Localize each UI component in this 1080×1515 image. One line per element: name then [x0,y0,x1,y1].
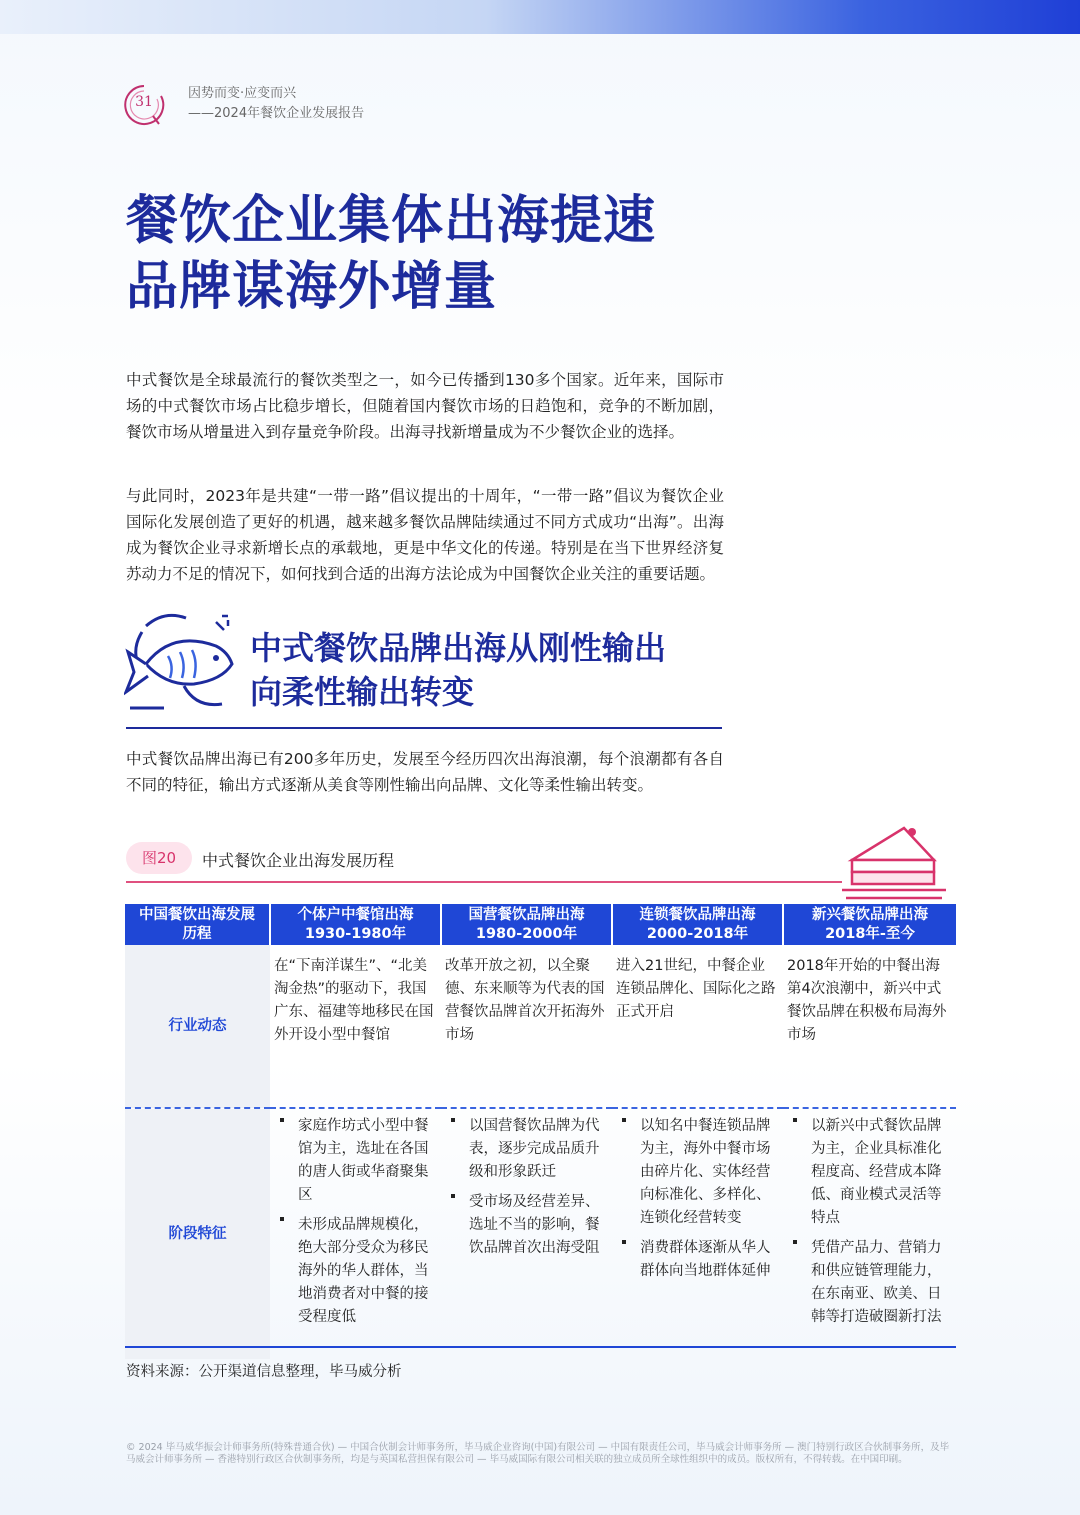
page-number: 31 [135,94,153,110]
header-cell-wave2: 国营餐饮品牌出海 1980-2000年 [441,904,612,945]
report-header-line2: ——2024年餐饮企业发展报告 [188,106,365,121]
copyright-footer: © 2024 毕马威华振会计师事务所(特殊普通合伙) — 中国合伙制会计师事务所，毕马威企业咨询(中国)有限公司 — 中国有限责任公司，毕马威会计师事务所 — 澳门特别行政区合伙制事务所，及毕马威会计师事务所 — 香港特别行政区合伙制事务所，均是与英国私营担保有限公司 — 毕马威国际有限公司相关联的独立成员所全球性组织中的成员。版权所有，不得转载。在中国印刷。 [126,1442,950,1465]
page-title-line2: 品牌谋海外增量 [126,257,498,317]
table-row [125,945,956,1108]
table-cell [612,1109,783,1359]
list-item: 以知名中餐连锁品牌为主，海外中餐市场由碎片化、实体经营向标准化、多样化、连锁化经营转变 [618,1115,775,1230]
section-title-line1: 中式餐饮品牌出海从刚性输出 [250,629,667,667]
list-item: 家庭作坊式小型中餐馆为主，选址在各国的唐人街或华裔聚集区 [276,1115,433,1207]
section-paragraph: 中式餐饮品牌出海已有200多年历史，发展至今经历四次出海浪潮，每个浪潮都有各自不同的特征，输出方式逐渐从美食等刚性输出向品牌、文化等柔性输出转变。 [126,750,724,794]
figure-source: 资料来源：公开渠道信息整理，毕马威分析 [126,1364,402,1380]
row-label-stage-features: 阶段特征 [125,1109,270,1359]
row-label-industry-dynamics: 行业动态 [125,945,270,1108]
header-cell-wave3: 连锁餐饮品牌出海 2000-2018年 [612,904,783,945]
section-title-line2: 向柔性输出转变 [250,673,475,711]
page-title-line1: 餐饮企业集体出海提速 [126,191,657,251]
table-header-row [125,904,956,945]
header-cell-wave1: 个体户中餐馆出海 1930-1980年 [270,904,441,945]
table-cell [270,1109,441,1359]
top-gradient-bar [0,0,1080,34]
list-item: 以新兴中式餐饮品牌为主，企业具标准化程度高、经营成本降低、商业模式灵活等特点 [789,1115,948,1230]
list-item: 凭借产品力、营销力和供应链管理能力，在东南亚、欧美、日韩等打造破圈新打法 [789,1237,948,1329]
intro-paragraph-1: 中式餐饮是全球最流行的餐饮类型之一，如今已传播到130多个国家。近年来，国际市场的中式餐饮市场占比稳步增长，但随着国内餐饮市场的日趋饱和，竞争的不断加剧，餐饮市场从增量进入到存量竞争阶段。出海寻找新增量成为不少餐饮企业的选择。 [126,371,724,441]
report-header-line1: 因势而变·应变而兴 [188,86,297,101]
fish-icon [124,612,238,714]
section-title [250,626,730,714]
table-cell [441,1109,612,1359]
table-bottom-rule [125,1346,956,1348]
intro-paragraph-2: 与此同时，2023年是共建“一带一路”倡议提出的十周年，“一带一路”倡议为餐饮企业国际化发展创造了更好的机遇，越来越多餐饮品牌陆续通过不同方式成功“出海”。出海成为餐饮企业寻求新增长点的承载地，更是中华文化的传递。特别是在当下世界经济复苏动力不足的情况下，如何找到合适的出海方法论成为中国餐饮企业关注的重要话题。 [126,487,724,583]
table-cell: 2018年开始的中餐出海第4次浪潮中，新兴中式餐饮品牌在积极布局海外市场 [787,958,947,1043]
list-item: 未形成品牌规模化，绝大部分受众为移民海外的华人群体，当地消费者对中餐的接受程度低 [276,1214,433,1329]
development-timeline-table [125,904,956,1359]
table-cell: 改革开放之初，以全聚德、东来顺等为代表的国营餐饮品牌首次开拓海外市场 [445,958,605,1043]
table-row [125,1109,956,1359]
list-item: 受市场及经营差异、选址不当的影响，餐饮品牌首次出海受阻 [447,1191,604,1260]
header-cell-stage: 中国餐饮出海发展 历程 [125,904,270,945]
header-cell-wave4: 新兴餐饮品牌出海 2018年-至今 [783,904,956,945]
figure-tag: 图20 [126,842,192,874]
page-badge [121,82,167,128]
figure-title: 中式餐饮企业出海发展历程 [202,851,395,870]
table-cell: 在“下南洋谋生”、“北美淘金热”的驱动下，我国广东、福建等地移民在国外开设小型中餐馆 [274,958,434,1043]
figure-title-rule [126,881,842,883]
table-cell: 进入21世纪，中餐企业连锁品牌化、国际化之路正式开启 [616,958,776,1020]
page-title [126,188,826,320]
list-item: 以国营餐饮品牌为代表，逐步完成品质升级和形象跃迁 [447,1115,604,1184]
list-item: 消费群体逐渐从华人群体向当地群体延伸 [618,1237,775,1283]
cake-icon [842,822,946,900]
section-divider [126,727,722,729]
table-cell [783,1109,956,1359]
